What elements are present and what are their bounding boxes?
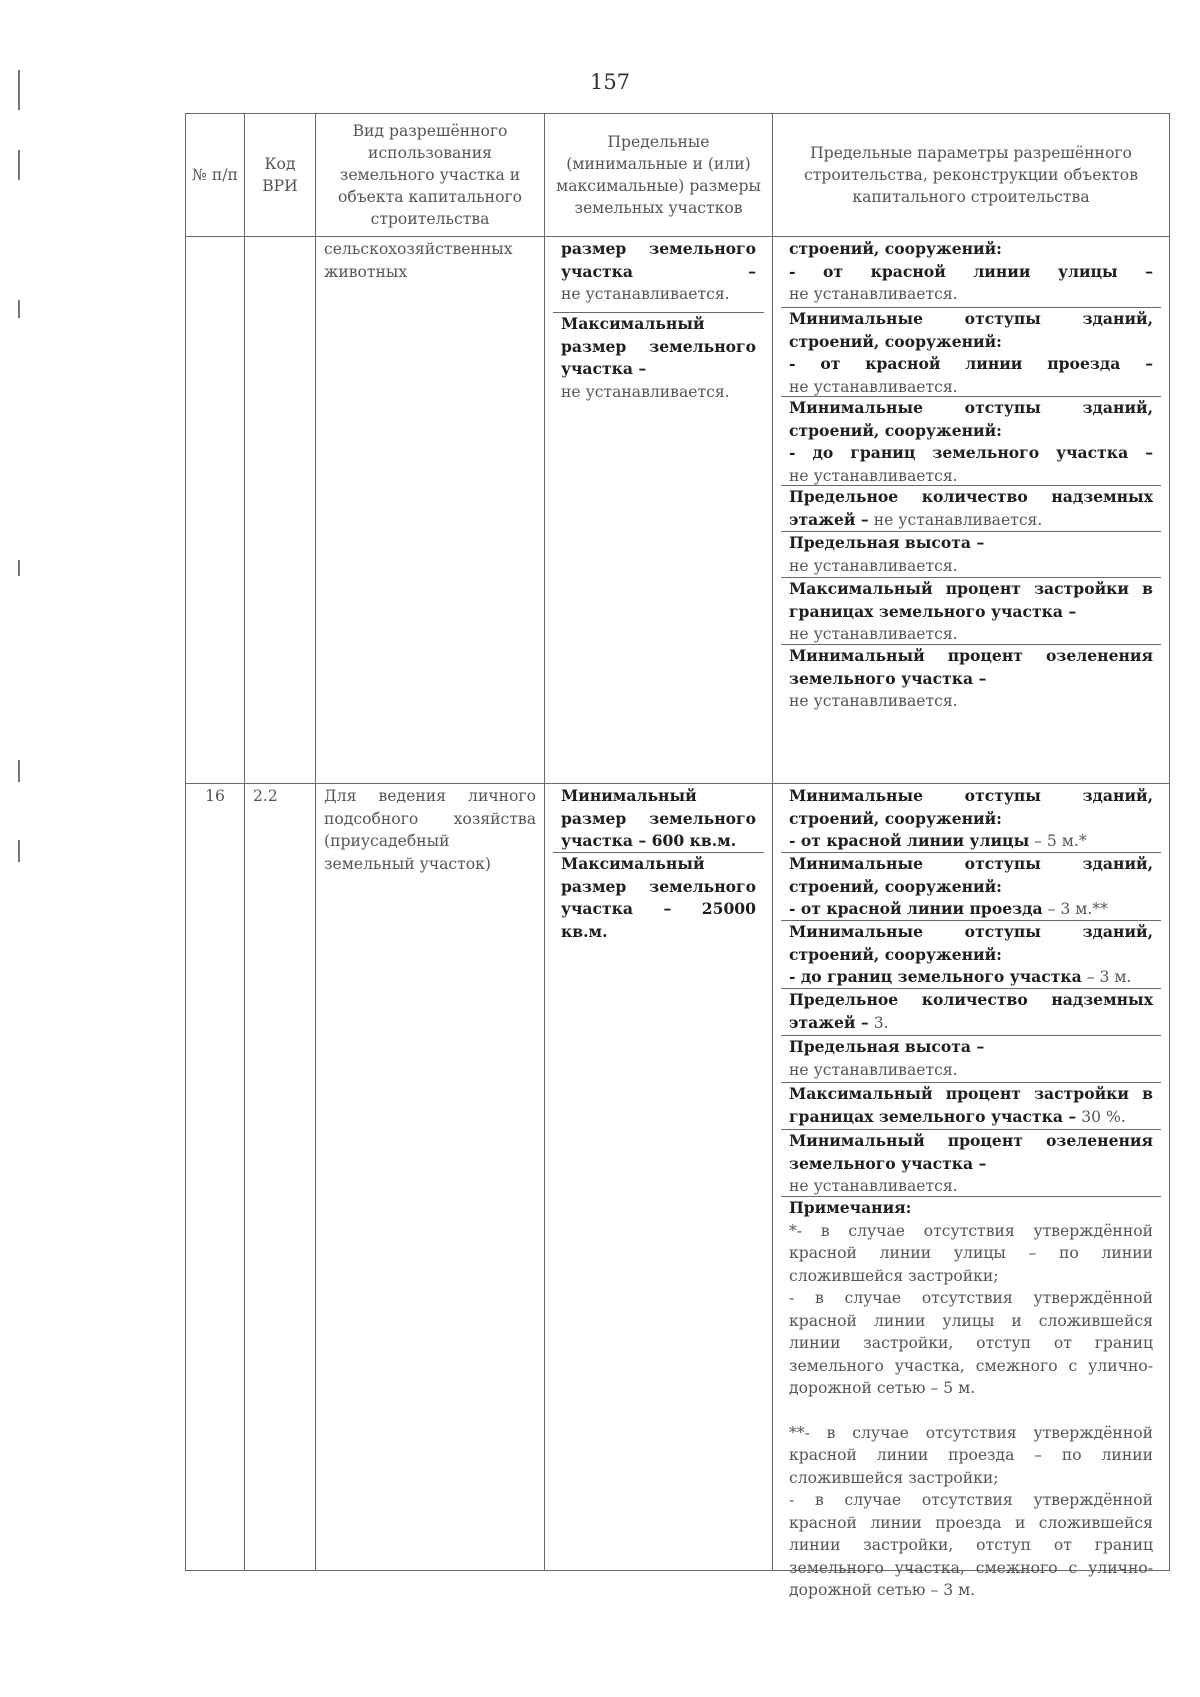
table-row-15 xyxy=(186,237,1170,784)
row16-param-3: Минимальные отступы зданий, строений, сооружений: - до границ земельного участка – 3 м. xyxy=(781,920,1161,988)
row15-param-5: Предельная высота – не устанавливается. xyxy=(781,531,1161,577)
row16-param-1: Минимальные отступы зданий, строений, сооружений: - от красной линии улицы – 5 м.* xyxy=(789,786,1153,850)
row15-vri: сельскохозяйственных животных xyxy=(316,237,545,784)
row15-size xyxy=(545,237,773,784)
row16-param-7: Минимальный процент озеленения земельного участка – не устанавливается. xyxy=(781,1129,1161,1196)
note-4: - в случае отсутствия утверждённой красной линии проезда и сложившейся линии застройки, отступ от границ земельного участка, смежного с улично-дорожной сетью – 3 м. xyxy=(789,1491,1153,1599)
row16-param-6: Максимальный процент застройки в границах земельного участка – 30 %. xyxy=(781,1082,1161,1129)
row15-code xyxy=(245,237,316,784)
row16-param-4: Предельное количество надземных этажей – 3. xyxy=(781,988,1161,1035)
row16-param-5: Предельная высота – не устанавливается. xyxy=(781,1035,1161,1082)
row15-param-3: Минимальные отступы зданий, строений, сооружений: - до границ земельного участка – не устанавливается. xyxy=(781,396,1161,485)
row15-param-1: строений, сооружений: - от красной линии улицы – не устанавливается. xyxy=(789,239,1153,303)
row16-vri: Для ведения личного подсобного хозяйства (приусадебный земельный участок) xyxy=(316,784,545,1571)
header-num: № п/п xyxy=(186,114,245,237)
table-row-16 xyxy=(186,784,1170,1571)
row16-num: 16 xyxy=(186,784,245,1571)
note-3: **- в случае отсутствия утверждённой красной линии проезда – по линии сложившейся застройки; xyxy=(789,1423,1153,1487)
notes-title: Примечания: xyxy=(789,1198,912,1217)
page-number: 157 xyxy=(589,70,631,94)
note-1: *- в случае отсутствия утверждённой красной линии улицы – по линии сложившейся застройки; xyxy=(789,1221,1153,1285)
header-params: Предельные параметры разрешённого строительства, реконструкции объектов капитального строительства xyxy=(773,114,1170,237)
row15-param-6: Максимальный процент застройки в границах земельного участка – не устанавливается. xyxy=(781,577,1161,644)
row16-notes xyxy=(781,1196,1161,1599)
regulations-table xyxy=(185,113,1170,1599)
row15-params xyxy=(773,237,1170,784)
row16-param-2: Минимальные отступы зданий, строений, сооружений: - от красной линии проезда – 3 м.** xyxy=(781,852,1161,920)
row15-size-max: Максимальный размер земельного участка – не устанавливается. xyxy=(553,312,764,783)
table-header-row xyxy=(186,114,1170,237)
row16-size-max: Максимальный размер земельного участка – 25000 кв.м. xyxy=(553,852,764,1564)
row15-param-4: Предельное количество надземных этажей – не устанавливается. xyxy=(781,485,1161,531)
row16-params xyxy=(773,784,1170,1599)
header-size: Предельные (минимальные и (или) максимальные) размеры земельных участков xyxy=(545,114,773,237)
row15-param-7: Минимальный процент озеленения земельного участка – не устанавливается. xyxy=(781,644,1161,712)
header-vri: Вид разрешённого использования земельного участка и объекта капитального строительства xyxy=(316,114,545,237)
row16-code: 2.2 xyxy=(245,784,316,1571)
header-code: Код ВРИ xyxy=(245,114,316,237)
note-2: - в случае отсутствия утверждённой красной линии улицы и сложившейся линии застройки, отступ от границ земельного участка, смежного с улично-дорожной сетью – 5 м. xyxy=(789,1289,1153,1397)
scan-edge-marks xyxy=(0,0,30,900)
row16-size-min: Минимальный размер земельного участка – 600 кв.м. xyxy=(561,786,756,850)
row16-size xyxy=(545,784,773,1571)
row15-param-2: Минимальные отступы зданий, строений, сооружений: - от красной линии проезда – не устанавливается. xyxy=(781,307,1161,396)
row15-num xyxy=(186,237,245,784)
row15-size-min: размер земельного участка – не устанавливается. xyxy=(561,239,756,303)
